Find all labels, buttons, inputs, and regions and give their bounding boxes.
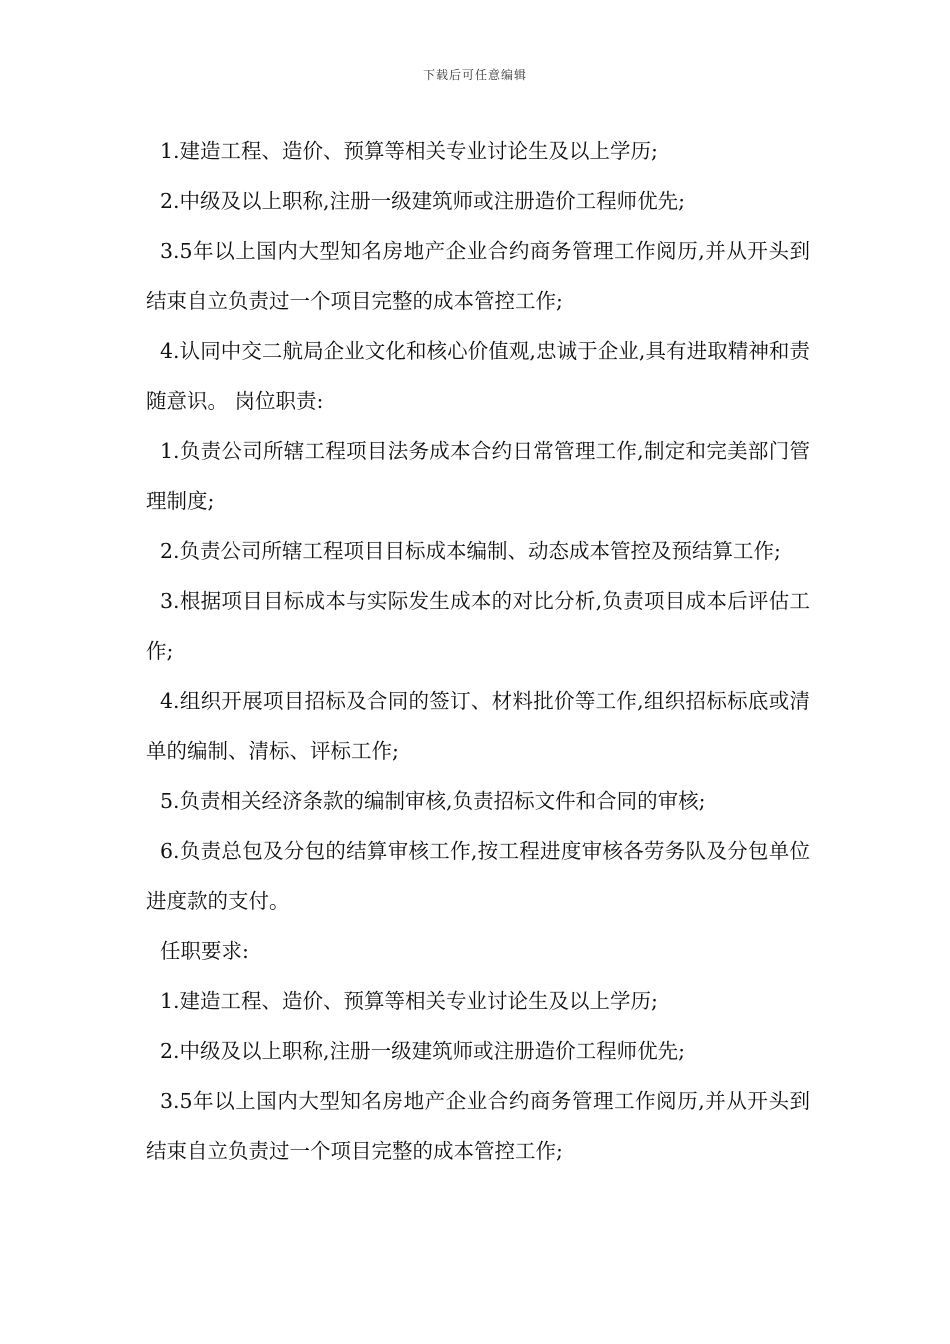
page-header: 下载后可任意编辑 [422, 68, 527, 82]
paragraph-requirement-4: 4.认同中交二航局企业文化和核心价值观,忠诚于企业,具有进取精神和责随意识。 岗位职责: [146, 339, 810, 413]
paragraph-duty-6: 6.负责总包及分包的结算审核工作,按工程进度审核各劳务队及分包单位进度款的支付。 [146, 839, 810, 913]
paragraph-duty-5: 5.负责相关经济条款的编制审核,负责招标文件和合同的审核; [160, 789, 706, 813]
paragraph-requirement-3: 3.5年以上国内大型知名房地产企业合约商务管理工作阅历,并从开头到结束自立负责过一个项目完整的成本管控工作; [146, 239, 810, 313]
paragraph-requirement-1-repeat: 1.建造工程、造价、预算等相关专业讨论生及以上学历; [160, 989, 658, 1013]
section-heading-requirements: 任职要求: [160, 939, 249, 963]
paragraph-duty-2: 2.负责公司所辖工程项目目标成本编制、动态成本管控及预结算工作; [160, 539, 781, 563]
paragraph-duty-1: 1.负责公司所辖工程项目法务成本合约日常管理工作,制定和完美部门管理制度; [146, 439, 810, 513]
paragraph-requirement-2: 2.中级及以上职称,注册一级建筑师或注册造价工程师优先; [160, 189, 685, 213]
paragraph-requirement-1: 1.建造工程、造价、预算等相关专业讨论生及以上学历; [160, 139, 658, 163]
paragraph-requirement-2-repeat: 2.中级及以上职称,注册一级建筑师或注册造价工程师优先; [160, 1039, 685, 1063]
paragraph-requirement-3-repeat: 3.5年以上国内大型知名房地产企业合约商务管理工作阅历,并从开头到结束自立负责过一个项目完整的成本管控工作; [146, 1089, 810, 1163]
paragraph-duty-4: 4.组织开展项目招标及合同的签订、材料批价等工作,组织招标标底或清单的编制、清标、评标工作; [146, 689, 810, 763]
paragraph-duty-3: 3.根据项目目标成本与实际发生成本的对比分析,负责项目成本后评估工作; [146, 589, 810, 663]
document-body [146, 126, 810, 1176]
